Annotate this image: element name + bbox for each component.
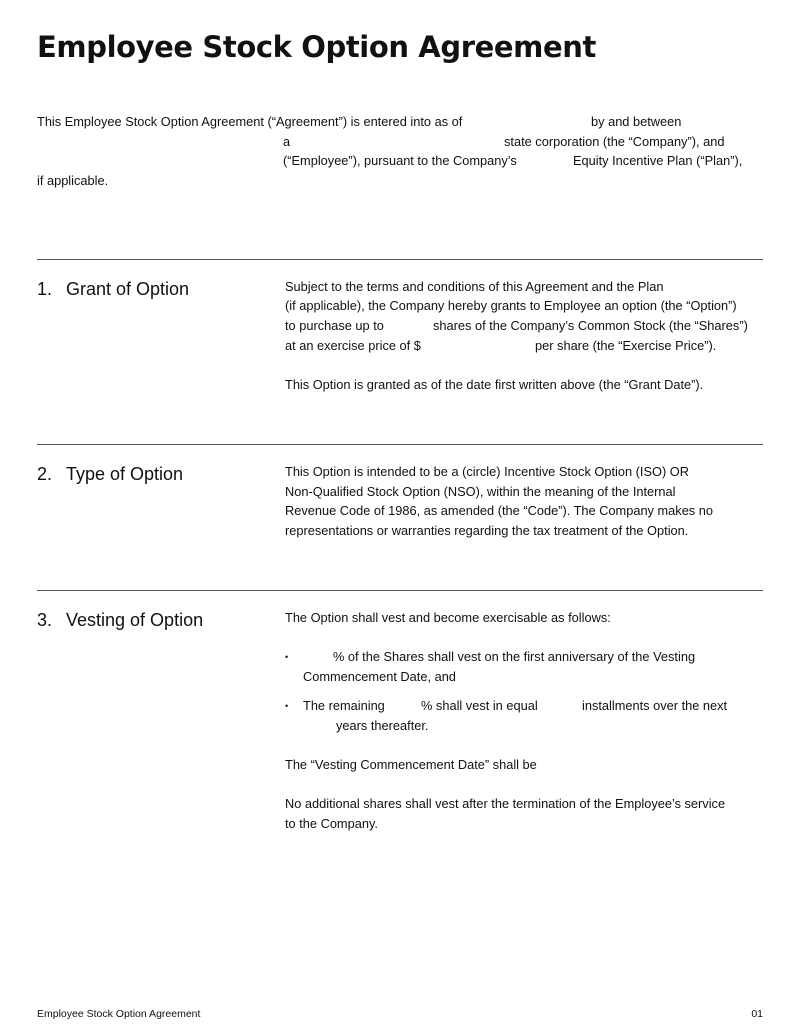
body-text: shares of the Company’s Common Stock (the “Shares”) [433,318,748,333]
section-number: 2. [37,464,53,484]
bullet-marker: • [285,701,289,711]
bullet-marker: • [285,652,289,662]
body-text: to the Company. [285,816,378,831]
intro-text: a [283,134,291,149]
section-number: 3. [37,610,53,630]
section-number: 1. [37,279,53,299]
section-title: Grant of Option [66,279,190,299]
section-heading [37,463,183,485]
body-text: This Option is intended to be a (circle) Incentive Stock Option (ISO) OR [285,464,689,479]
section-title: Type of Option [66,464,184,484]
body-text: Subject to the terms and conditions of this Agreement and the Plan [285,279,664,294]
body-text: The “Vesting Commencement Date” shall be [285,757,537,772]
body-text: to purchase up to [285,318,384,333]
section-title: Vesting of Option [66,610,204,630]
bullet-text: % of the Shares shall vest on the first anniversary of the Vesting [333,649,696,664]
body-text: (if applicable), the Company hereby grants to Employee an option (the “Option”) [285,298,737,313]
body-text: at an exercise price of $ [285,338,421,353]
section-divider [37,590,763,591]
bullet-text: years thereafter. [336,718,429,733]
body-text: per share (the “Exercise Price”). [535,338,717,353]
bullet-text: Commencement Date, and [303,669,456,684]
body-text: No additional shares shall vest after the termination of the Employee’s service [285,796,726,811]
bullet-text: % shall vest in equal [421,698,538,713]
intro-text: by and between [591,114,682,129]
intro-text: if applicable. [37,173,109,188]
section-heading [37,278,189,300]
body-text: The Option shall vest and become exercisable as follows: [285,610,611,625]
intro-text: This Employee Stock Option Agreement (“Agreement”) is entered into as of [37,114,463,129]
body-text: This Option is granted as of the date first written above (the “Grant Date”). [285,377,704,392]
intro-text: Equity Incentive Plan (“Plan”), [573,153,743,168]
body-text: Revenue Code of 1986, as amended (the “Code”). The Company makes no [285,503,713,518]
body-text: Non-Qualified Stock Option (NSO), within the meaning of the Internal [285,484,676,499]
section-divider [37,444,763,445]
intro-text: state corporation (the “Company”), and [504,134,725,149]
bullet-text: installments over the next [582,698,728,713]
document-title: Employee Stock Option Agreement [37,30,596,64]
body-text: representations or warranties regarding the tax treatment of the Option. [285,523,689,538]
bullet-text: The remaining [303,698,385,713]
intro-text: (“Employee”), pursuant to the Company’s [283,153,517,168]
section-divider [37,259,763,260]
page-number: 01 [751,1008,763,1020]
footer-label: Employee Stock Option Agreement [37,1008,201,1020]
section-heading [37,609,203,631]
